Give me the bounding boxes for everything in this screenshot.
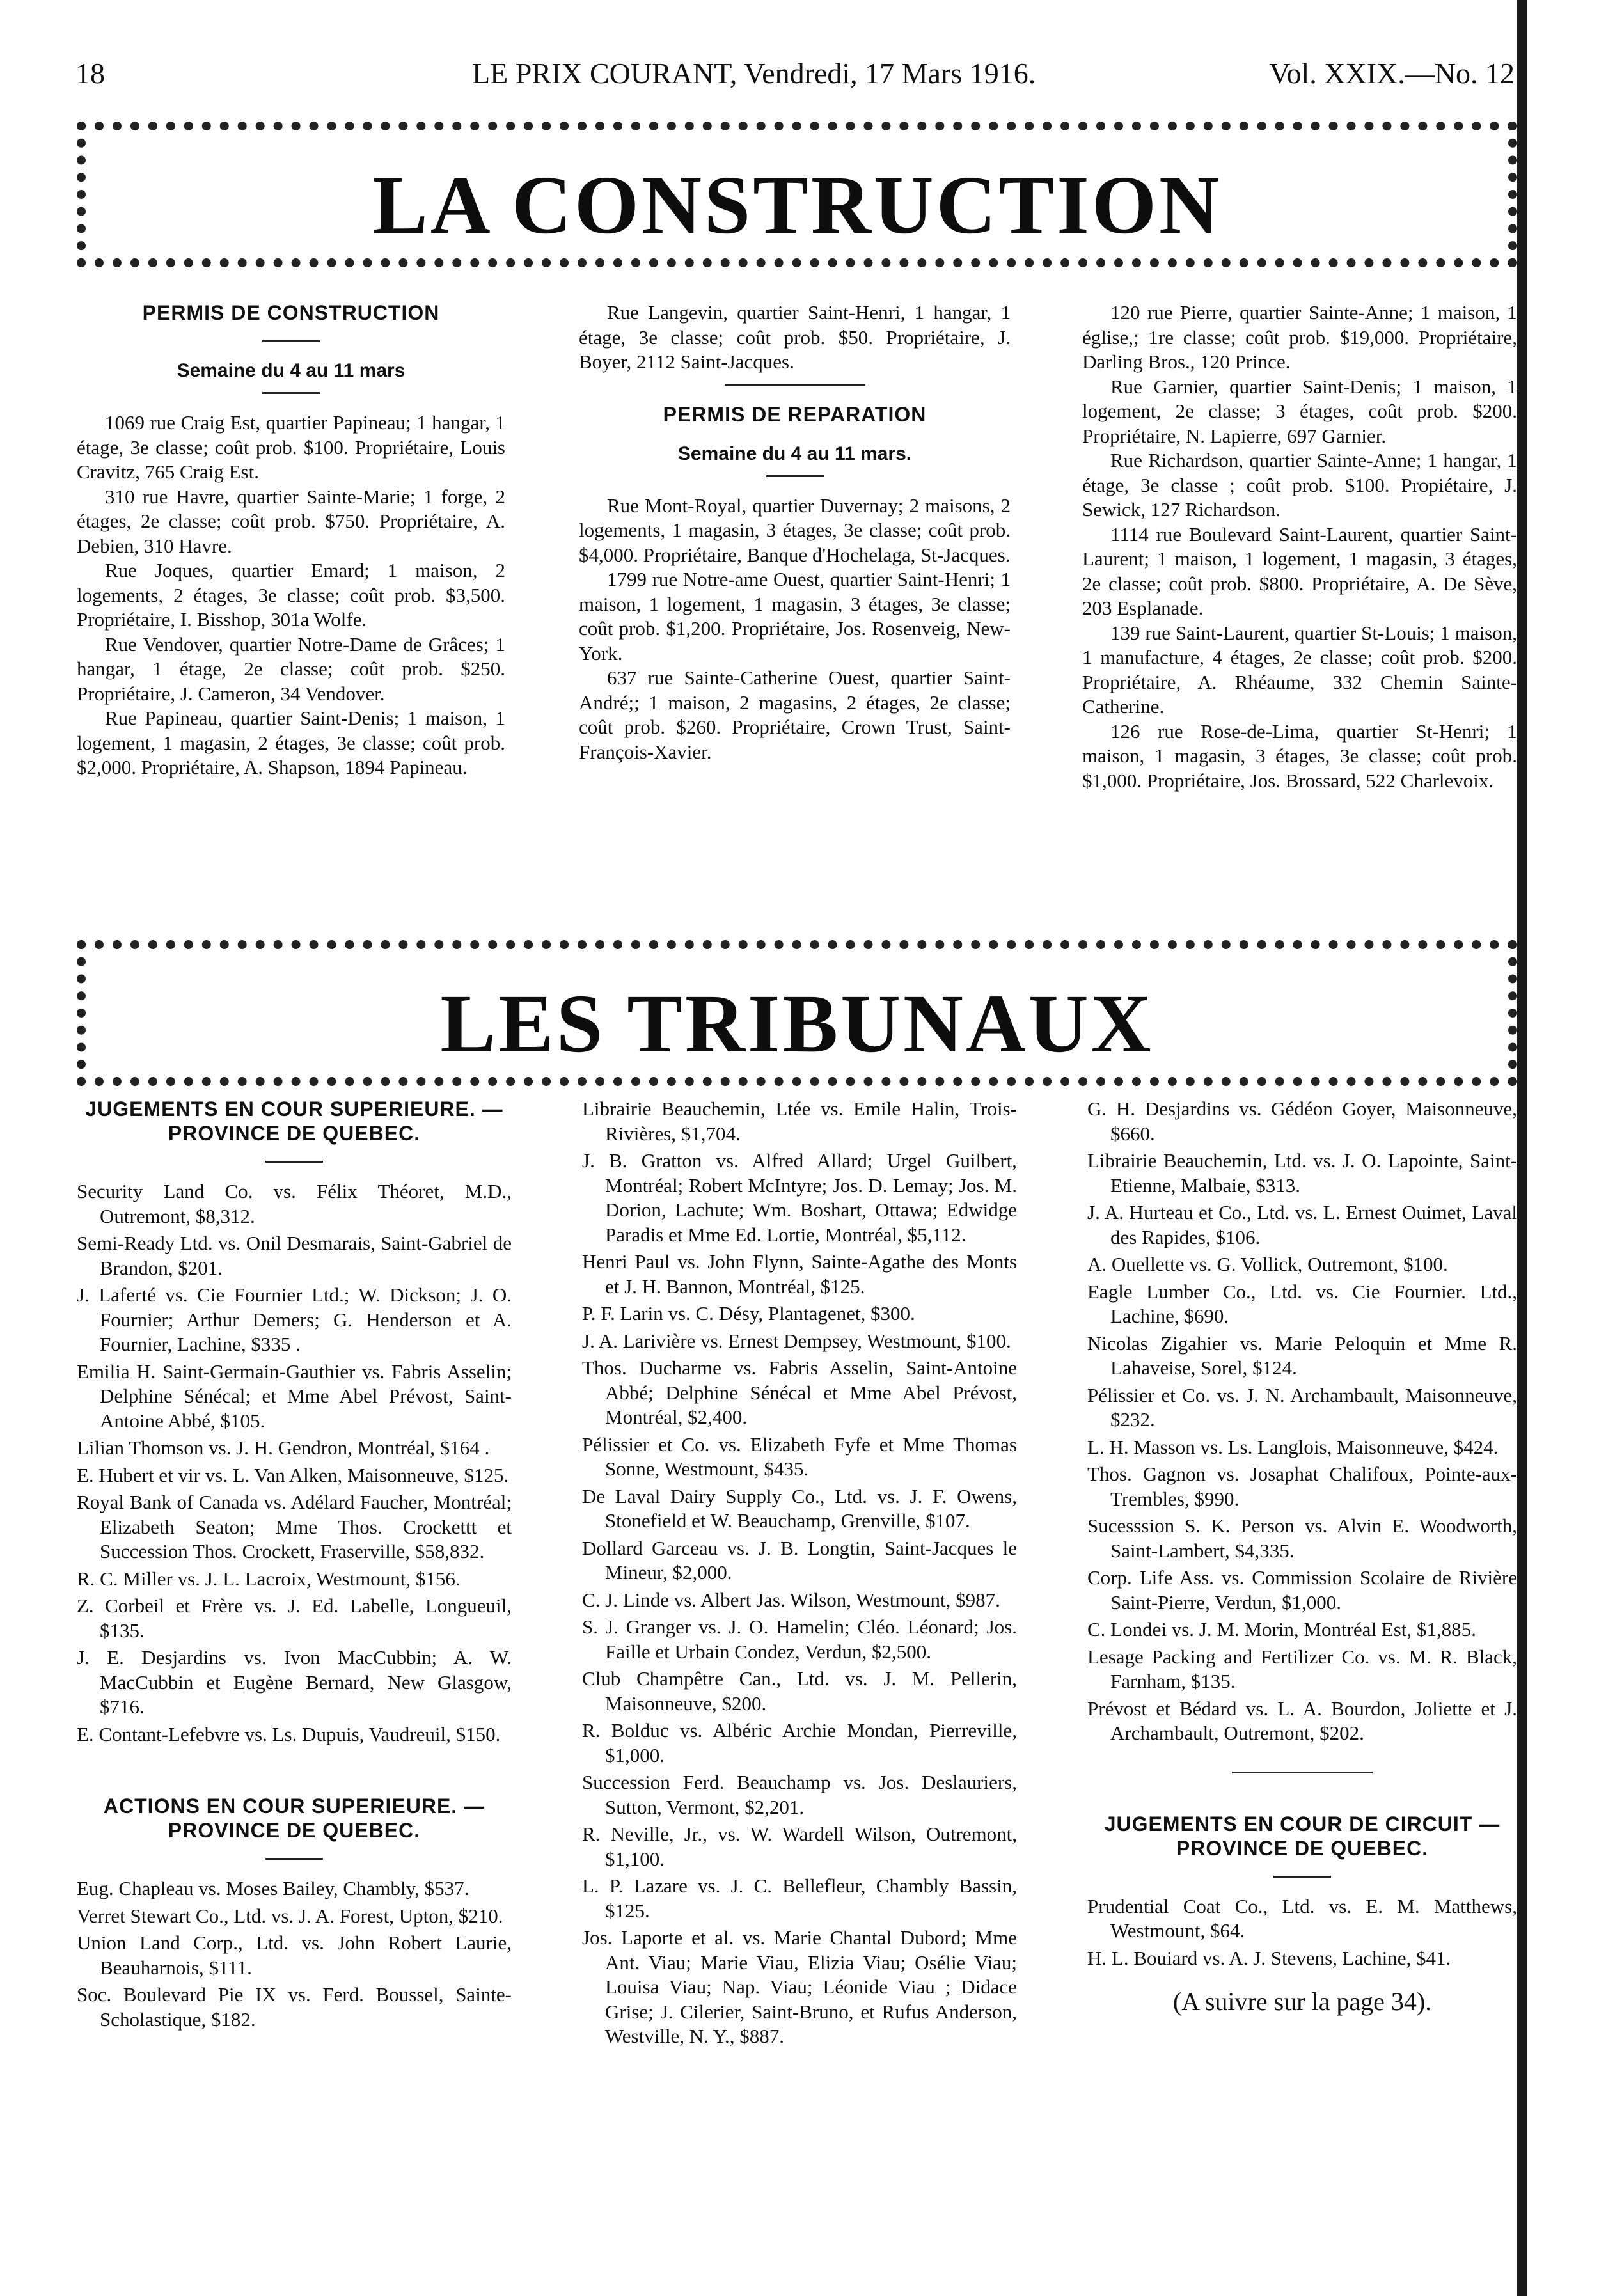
jugement-entry: Sucesssion S. K. Person vs. Alvin E. Woodworth, Saint-Lambert, $4,335. [1087, 1514, 1517, 1562]
divider [725, 384, 865, 386]
action-entry: Union Land Corp., Ltd. vs. John Robert Laurie, Beauharnois, $111. [77, 1931, 512, 1979]
tribunaux-title: LES TRIBUNAUX [440, 978, 1154, 1070]
jugement-entry: Pélissier et Co. vs. Elizabeth Fyfe et Mme Thomas Sonne, Westmount, $435. [582, 1433, 1017, 1480]
reparation-entry: 637 rue Sainte-Catherine Ouest, quartier Saint-André;; 1 maison, 2 magasins, 2 étages, 2e classe; coût prob. $260. Propriétaire, Crown Trust, Saint-François-Xavier. [579, 666, 1011, 763]
jugement-entry: Nicolas Zigahier vs. Marie Peloquin et Mme R. Lahaveise, Sorel, $124. [1087, 1332, 1517, 1379]
running-header [75, 56, 1515, 95]
jugement-entry: Lesage Packing and Fertilizer Co. vs. M. R. Black, Farnham, $135. [1087, 1645, 1517, 1692]
reparation-entry: 126 rue Rose-de-Lima, quartier St-Henri; 1 maison, 1 magasin, 3 étages, 3e classe; coût prob. $1,000. Propriétaire, Jos. Brossard, 522 Charlevoix. [1082, 719, 1517, 792]
jugement-entry: Z. Corbeil et Frère vs. J. Ed. Labelle, Longueuil, $135. [77, 1594, 512, 1642]
jugement-entry: Henri Paul vs. John Flynn, Sainte-Agathe des Monts et J. H. Bannon, Montréal, $125. [582, 1250, 1017, 1298]
jugement-entry: Corp. Life Ass. vs. Commission Scolaire de Rivière Saint-Pierre, Verdun, $1,000. [1087, 1566, 1517, 1614]
construction-column-3 [1082, 301, 1517, 793]
jugement-entry: J. A. Larivière vs. Ernest Dempsey, Westmount, $100. [582, 1329, 1011, 1352]
divider [265, 1161, 323, 1163]
permis-entry: Rue Papineau, quartier Saint-Denis; 1 maison, 1 logement, 1 magasin, 2 étages, 3e classe; coût prob. $2,000. Propriétaire, A. Shapson, 1894 Papineau. [77, 707, 505, 778]
jugement-entry: De Laval Dairy Supply Co., Ltd. vs. J. F. Owens, Stonefield et W. Beauchamp, Grenville, $107. [582, 1484, 1017, 1532]
circuit-heading: JUGEMENTS EN COUR DE CIRCUIT — PROVINCE DE QUEBEC. [1104, 1812, 1501, 1860]
jugement-entry: Thos. Ducharme vs. Fabris Asselin, Saint-Antoine Abbé; Delphine Sénécal et Mme Abel Prévost, Montréal, $2,400. [582, 1356, 1017, 1428]
continued-note: (A suivre sur la page 34). [1172, 1987, 1432, 2016]
jugement-entry: Lilian Thomson vs. J. H. Gendron, Montréal, $164 . [77, 1436, 490, 1459]
jugement-entry: Eagle Lumber Co., Ltd. vs. Cie Fournier. Ltd., Lachine, $690. [1087, 1280, 1517, 1327]
jugement-entry: L. H. Masson vs. Ls. Langlois, Maisonneuve, $424. [1087, 1435, 1499, 1458]
divider [1273, 1876, 1331, 1878]
jugement-entry: Semi-Ready Ltd. vs. Onil Desmarais, Saint-Gabriel de Brandon, $201. [77, 1232, 512, 1279]
jugement-entry: R. Neville, Jr., vs. W. Wardell Wilson, Outremont, $1,100. [582, 1823, 1017, 1870]
construction-column-2 [579, 301, 1011, 764]
jugement-entry: Librairie Beauchemin, Ltée vs. Emile Halin, Trois-Rivières, $1,704. [582, 1097, 1017, 1145]
jugement-entry: Librairie Beauchemin, Ltd. vs. J. O. Lapointe, Saint-Etienne, Malbaie, $313. [1087, 1149, 1517, 1197]
jugement-entry: S. J. Granger vs. J. O. Hamelin; Cléo. Léonard; Jos. Faille et Urbain Condez, Verdun, $2,500. [582, 1616, 1017, 1663]
reparation-week: Semaine du 4 au 11 mars. [677, 443, 912, 464]
jugement-entry: Prévost et Bédard vs. L. A. Bourdon, Joliette et J. Archambault, Outremont, $202. [1087, 1697, 1517, 1744]
jugement-entry: C. J. Linde vs. Albert Jas. Wilson, Westmount, $987. [582, 1588, 1000, 1611]
tribunaux-column-1 [77, 1097, 512, 2034]
jugement-entry: Pélissier et Co. vs. J. N. Archambault, Maisonneuve, $232. [1087, 1383, 1517, 1431]
reparation-entry: 1114 rue Boulevard Saint-Laurent, quartier Saint-Laurent; 1 maison, 1 logement, 1 magasin, 3 étages, 2e classe; coût prob. $800. Propriétaire, A. De Sève, 203 Esplanade. [1082, 523, 1517, 619]
reparation-entry: Rue Richardson, quartier Sainte-Anne; 1 hangar, 1 étage, 3e classe ; coût prob. $100. Propiétaire, J. Sewick, 127 Richardson. [1082, 449, 1517, 521]
jugement-entry: Emilia H. Saint-Germain-Gauthier vs. Fabris Asselin; Delphine Sénécal; et Mme Abel Prévost, Saint-Antoine Abbé, $105. [77, 1360, 512, 1432]
jugement-entry: A. Ouellette vs. G. Vollick, Outremont, $100. [1087, 1253, 1448, 1275]
jugement-entry: Royal Bank of Canada vs. Adélard Faucher, Montréal; Elizabeth Seaton; Mme Thos. Crockettt et Succession Thos. Crockett, Fraserville, $58,832. [77, 1491, 512, 1562]
jugement-entry: Thos. Gagnon vs. Josaphat Chalifoux, Pointe-aux-Trembles, $990. [1087, 1463, 1517, 1510]
jugement-entry: E. Hubert et vir vs. L. Van Alken, Maisonneuve, $125. [77, 1463, 509, 1486]
jugement-entry: Dollard Garceau vs. J. B. Longtin, Saint-Jacques le Mineur, $2,000. [582, 1536, 1017, 1584]
permis-week: Semaine du 4 au 11 mars [177, 360, 406, 381]
page-number: 18 [75, 57, 105, 90]
reparation-entry: 1799 rue Notre-ame Ouest, quartier Saint-Henri; 1 maison, 1 logement, 1 magasin, 3 étages, 3e classe; coût prob. $1,200. Propriétaire, Jos. Rosenveig, New-York. [579, 568, 1011, 664]
permis-construction-heading: PERMIS DE CONSTRUCTION [142, 301, 440, 324]
jugement-entry: J. B. Gratton vs. Alfred Allard; Urgel Guilbert, Montréal; Robert McIntyre; Jos. D. Lemay; Jos. M. Dorion, Lachute; Wm. Boshart, Ottawa; Edwidge Paradis et Mme Ed. Lortie, Montréal, $5,112. [582, 1149, 1017, 1246]
jugement-entry: J. Laferté vs. Cie Fournier Ltd.; W. Dickson; J. O. Fournier; Arthur Demers; G. Henderson et A. Fournier, Lachine, $335 . [77, 1284, 512, 1355]
page-edge-shadow [1517, 0, 1527, 2296]
action-entry: Soc. Boulevard Pie IX vs. Ferd. Boussel, Sainte-Scholastique, $182. [77, 1983, 512, 2031]
jugement-entry: E. Contant-Lefebvre vs. Ls. Dupuis, Vaudreuil, $150. [77, 1722, 501, 1745]
reparation-entry: 139 rue Saint-Laurent, quartier St-Louis; 1 maison, 1 manufacture, 4 étages, 2e classe; coût prob. $200. Propriétaire, A. Rhéaume, 332 Chemin Sainte-Catherine. [1082, 621, 1517, 718]
permis-reparation-heading: PERMIS DE REPARATION [663, 402, 927, 426]
divider [265, 1858, 323, 1860]
action-entry: Verret Stewart Co., Ltd. vs. J. A. Forest, Upton, $210. [77, 1904, 503, 1927]
jugement-entry: Security Land Co. vs. Félix Théoret, M.D., Outremont, $8,312. [77, 1180, 512, 1227]
jugement-entry: J. A. Hurteau et Co., Ltd. vs. L. Ernest Ouimet, Laval des Rapides, $106. [1087, 1201, 1517, 1248]
action-entry: Eug. Chapleau vs. Moses Bailey, Chambly, $537. [77, 1877, 469, 1899]
permis-entry: 310 rue Havre, quartier Sainte-Marie; 1 forge, 2 étages, 2e classe; coût prob. $750. Propriétaire, A. Debien, 310 Havre. [77, 485, 505, 557]
volume-number: Vol. XXIX.—No. 12 [1269, 57, 1515, 90]
jugement-entry: P. F. Larin vs. C. Désy, Plantagenet, $300. [582, 1302, 915, 1325]
reparation-entry: Rue Mont-Royal, quartier Duvernay; 2 maisons, 2 logements, 1 magasin, 3 étages, 3e classe; coût prob. $4,000. Propriétaire, Banque d'Hochelaga, St-Jacques. [579, 494, 1011, 566]
jugement-entry: G. H. Desjardins vs. Gédéon Goyer, Maisonneuve, $660. [1087, 1097, 1517, 1145]
divider [262, 392, 320, 394]
divider [262, 340, 320, 342]
circuit-entry: Prudential Coat Co., Ltd. vs. E. M. Matthews, Westmount, $64. [1087, 1894, 1517, 1942]
jugement-entry: R. Bolduc vs. Albéric Archie Mondan, Pierreville, $1,000. [582, 1719, 1017, 1766]
actions-heading: ACTIONS EN COUR SUPERIEURE. — PROVINCE DE QUEBEC. [103, 1795, 485, 1842]
jugements-heading: JUGEMENTS EN COUR SUPERIEURE. — PROVINCE DE QUEBEC. [85, 1097, 503, 1145]
jugement-entry: Club Champêtre Can., Ltd. vs. J. M. Pellerin, Maisonneuve, $200. [582, 1667, 1017, 1715]
jugement-entry: R. C. Miller vs. J. L. Lacroix, Westmount, $156. [77, 1567, 461, 1590]
jugement-entry: L. P. Lazare vs. J. C. Bellefleur, Chambly Bassin, $125. [582, 1875, 1017, 1922]
construction-column-1 [77, 301, 505, 780]
divider [1232, 1772, 1373, 1773]
jugement-entry: J. E. Desjardins vs. Ivon MacCubbin; A. W. MacCubbin et Eugène Bernard, New Glasgow, $716. [77, 1646, 512, 1718]
permis-entry: Rue Joques, quartier Emard; 1 maison, 2 logements, 2 étages, 3e classe; coût prob. $3,500. Propriétaire, I. Bisshop, 301a Wolfe. [77, 559, 505, 631]
divider [766, 475, 824, 477]
permis-entry: Rue Langevin, quartier Saint-Henri, 1 hangar, 1 étage, 3e classe; coût prob. $50. Propriétaire, J. Boyer, 2112 Saint-Jacques. [579, 301, 1011, 373]
circuit-entry: H. L. Bouiard vs. A. J. Stevens, Lachine, $41. [1087, 1946, 1451, 1969]
jugement-entry: Succession Ferd. Beauchamp vs. Jos. Deslauriers, Sutton, Vermont, $2,201. [582, 1771, 1017, 1818]
construction-banner [77, 122, 1517, 267]
jugement-entry: Jos. Laporte et al. vs. Marie Chantal Dubord; Mme Ant. Viau; Marie Viau, Elizia Viau; Osélie Viau; Louisa Viau; Nap. Viau; Léonide Viau ; Didace Grise; J. Cilerier, Saint-Bruno, et Rufus Anderson, Westville, N. Y., $887. [582, 1926, 1017, 2047]
tribunaux-column-3 [1087, 1097, 1517, 2015]
jugement-entry: C. Londei vs. J. M. Morin, Montréal Est, $1,885. [1087, 1618, 1476, 1640]
permis-entry: Rue Vendover, quartier Notre-Dame de Grâces; 1 hangar, 1 étage, 2e classe; coût prob. $250. Propriétaire, J. Cameron, 34 Vendover. [77, 633, 505, 705]
reparation-entry: 120 rue Pierre, quartier Sainte-Anne; 1 maison, 1 église,; 1re classe; coût prob. $19,000. Propriétaire, Darling Bros., 120 Prince. [1082, 301, 1517, 373]
publication-line: LE PRIX COURANT, Vendredi, 17 Mars 1916. [472, 57, 1036, 90]
tribunaux-column-2 [582, 1097, 1017, 2052]
reparation-entry: Rue Garnier, quartier Saint-Denis; 1 maison, 1 logement, 2e classe; 3 étages, coût prob. $200. Propriétaire, N. Lapierre, 697 Garnier. [1082, 375, 1517, 447]
tribunaux-banner [77, 940, 1517, 1086]
permis-entry: 1069 rue Craig Est, quartier Papineau; 1 hangar, 1 étage, 3e classe; coût prob. $100. Propriétaire, Louis Cravitz, 765 Craig Est. [77, 411, 505, 483]
construction-title: LA CONSTRUCTION [372, 159, 1222, 251]
